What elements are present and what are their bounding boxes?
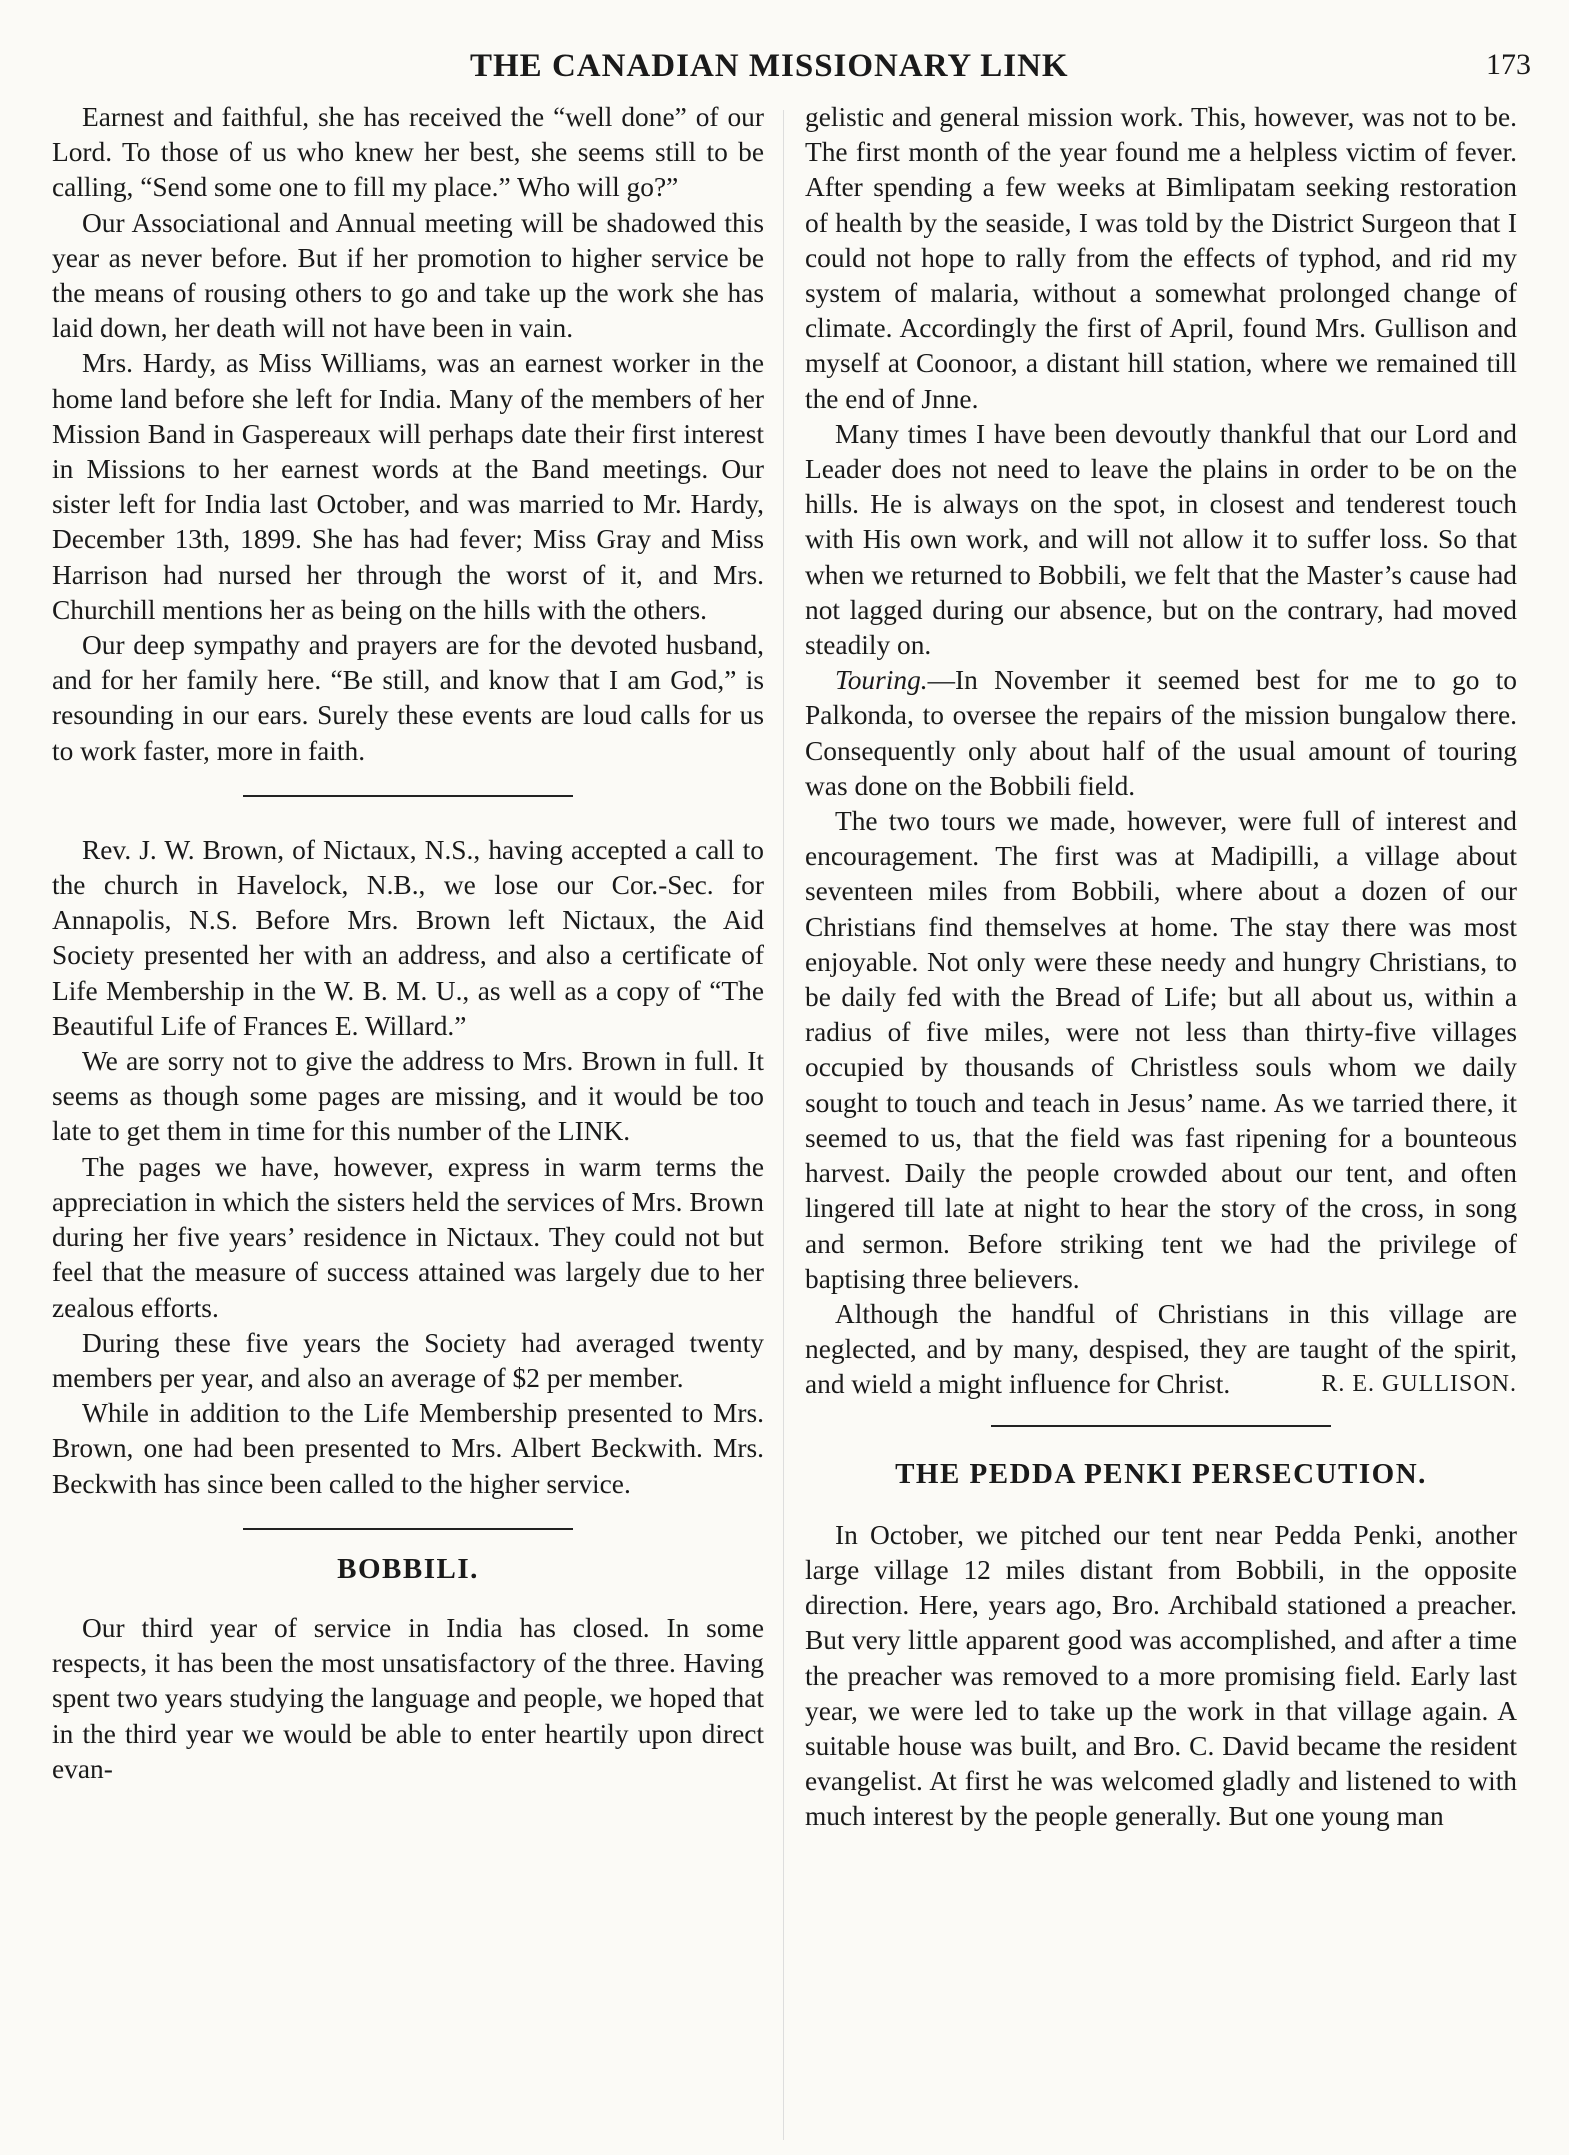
paragraph: Earnest and faithful, she has received the “well done” of our Lord. To those of us who knew her best, she seems still to be calling, “Send some one to fill my place.” Who will go?” (52, 102, 764, 203)
author-signature: R. E. GULLISON. (1321, 1371, 1517, 1398)
paragraph: gelistic and general mission work. This, however, was not to be. The first month of the year found me a helpless victim of fever. After spending a few weeks at Bimlipatam seeking restoration of health by the seaside, I was told by the District Surgeon that I could not hope to rally from the effects of typhod, and rid my system of malaria, without a somewhat prolonged change of climate. Accordingly the first of April, found Mrs. Gullison and myself at Coonoor, a distant hill station, where we remained till the end of Jnne. (805, 102, 1517, 414)
paragraph: We are sorry not to give the address to Mrs. Brown in full. It seems as though some pages are missing, and it would be too late to get them in time for this number of the LINK. (52, 1046, 764, 1147)
paragraph (805, 1297, 1517, 1403)
paragraph-text: Although the handful of Christians in this village are neglected, and by many, despised, they are taught of the spirit, and wield a might influence for Christ. (805, 1298, 1517, 1400)
paragraph (805, 663, 1517, 804)
section-title-pedda-penki: THE PEDDA PENKI PERSECUTION. (895, 1457, 1427, 1490)
left-column (52, 100, 764, 1787)
paragraph: The two tours we made, however, were full of interest and encouragement. The first was at Madipilli, a village about seventeen miles from Bobbili, where about a dozen of our Christians find themselves at home. The stay there was most enjoyable. Not only were these needy and hungry Christians, to be daily fed with the Bread of Life; but all about us, within a radius of five miles, were not less than thirty-five villages occupied by thousands of Christless souls whom we daily sought to touch and teach in Jesus’ name. As we tarried there, it seemed to us, that the field was fast ripening for a bounteous harvest. Daily the people crowded about our tent, and often lingered till late at night to hear the story of the cross, in song and sermon. Before striking tent we had the privilege of baptising three believers. (805, 806, 1517, 1294)
paragraph: While in addition to the Life Membership presented to Mrs. Brown, one had been presented to Mrs. Albert Beckwith. Mrs. Beckwith has since been called to the higher service. (52, 1398, 764, 1499)
touring-label: Touring. (835, 665, 928, 696)
section-divider (243, 1528, 573, 1530)
paragraph: Mrs. Hardy, as Miss Williams, was an earnest worker in the home land before she left for India. Many of the members of her Mission Band in Gaspereaux will perhaps date their first interest in Missions to her earnest words at the Band meetings. Our sister left for India last October, and was married to Mr. Hardy, December 13th, 1899. She has had fever; Miss Gray and Miss Harrison had nursed her through the worst of it, and Mrs. Churchill mentions her as being on the hills with the others. (52, 348, 764, 625)
paragraph: Many times I have been devoutly thankful that our Lord and Leader does not need to leave the plains in order to be on the hills. He is always on the spot, in closest and tenderest touch with His own work, and will not allow it to suffer loss. So that when we returned to Bobbili, we felt that the Master’s cause had not lagged during our absence, but on the contrary, had moved steadily on. (805, 418, 1517, 661)
paragraph: Rev. J. W. Brown, of Nictaux, N.S., having accepted a call to the church in Havelock, N.B., we lose our Cor.-Sec. for Annapolis, N.S. Before Mrs. Brown left Nictaux, the Aid Society presented her with an address, and also a certificate of Life Membership in the W. B. M. U., as well as a copy of “The Beautiful Life of Frances E. Willard.” (52, 834, 764, 1041)
paragraph: The pages we have, however, express in warm terms the appreciation in which the sisters held the services of Mrs. Brown during her five years’ residence in Nictaux. They could not but feel that the measure of success attained was largely due to her zealous efforts. (52, 1151, 764, 1323)
right-column (805, 100, 1517, 1835)
paragraph: Our third year of service in India has closed. In some respects, it has been the most unsatisfactory of the three. Having spent two years studying the language and people, we hoped that in the third year we would be able to enter heartily upon direct evan- (52, 1612, 764, 1784)
paragraph: Our Associational and Annual meeting will be shadowed this year as never before. But if her promotion to higher service be the means of rousing others to go and take up the work she has laid down, her death will not have been in vain. (52, 207, 764, 344)
paragraph: In October, we pitched our tent near Pedda Penki, another large village 12 miles distant from Bobbili, in the opposite direction. Here, years ago, Bro. Archibald stationed a preacher. But very little apparent good was accomplished, and after a time the preacher was removed to a more promising field. Early last year, we were led to take up the work in that village again. A suitable house was built, and Bro. C. David became the resident evangelist. At first he was welcomed gladly and listened to with much interest by the people generally. But one young man (805, 1519, 1517, 1832)
page-header (0, 48, 1569, 98)
paragraph: Our deep sympathy and prayers are for the devoted husband, and for her family here. “Be still, and know that I am God,” is resounding in our ears. Surely these events are loud calls for us to work faster, more in faith. (52, 630, 764, 766)
touring-text: —In November it seemed best for me to go to Palkonda, to oversee the repairs of the mission bungalow there. Consequently only about half of the usual amount of touring was done on the Bobbili field. (805, 665, 1517, 801)
section-title-bobbili: BOBBILI. (337, 1552, 479, 1585)
paragraph: During these five years the Society had averaged twenty members per year, and also an average of $2 per member. (52, 1327, 764, 1393)
running-title: THE CANADIAN MISSIONARY LINK (470, 48, 1069, 84)
page-number: 173 (1486, 48, 1531, 81)
section-divider (991, 1425, 1331, 1427)
section-divider (243, 795, 573, 797)
column-divider (783, 110, 784, 2140)
